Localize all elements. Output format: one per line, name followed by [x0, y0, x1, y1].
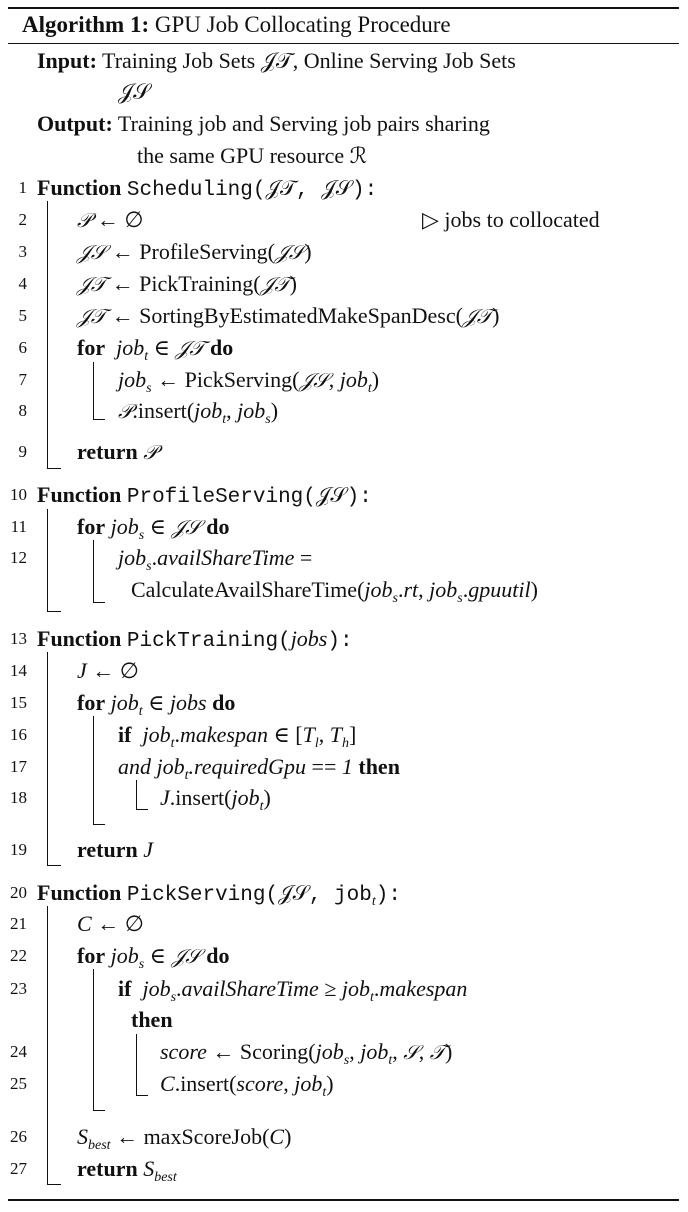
call-name: ProfileServing	[139, 239, 268, 264]
block-bar	[47, 652, 48, 866]
function-profile-serving: Function ProfileServing(𝒥𝒮):	[37, 482, 372, 509]
line-number: 25	[10, 1074, 27, 1093]
output-line	[37, 109, 490, 139]
block-end	[136, 809, 148, 810]
input-text-2: 𝒥𝒮	[118, 79, 151, 104]
code-line: if job$_t$.makespan ∈ [$T_l$, $T_h$]	[118, 722, 357, 751]
line-number: 15	[10, 693, 27, 712]
line-number: 24	[10, 1042, 27, 1061]
code-line: CalculateAvailShareTime(job$_s$.rt, job$_s$.gpuutil)	[131, 577, 538, 606]
code-line: 𝒫 ← ∅	[77, 207, 144, 232]
block-bar	[93, 969, 94, 1111]
code-line: then	[131, 1007, 173, 1032]
block-bar	[47, 906, 48, 1185]
code-line: J ← ∅	[77, 658, 139, 683]
input-line-2	[118, 77, 150, 107]
line-number: 6	[18, 338, 27, 357]
line-number: 10	[10, 485, 27, 504]
line-number: 14	[10, 661, 27, 680]
algorithm-label: Algorithm 1:	[22, 12, 150, 37]
block-end	[47, 865, 61, 866]
block-end	[47, 468, 61, 469]
comment: ▷ jobs to collocated	[422, 207, 600, 232]
block-end	[93, 602, 105, 603]
line-number: 21	[10, 914, 27, 933]
block-end	[47, 611, 61, 612]
line-number: 5	[18, 306, 27, 325]
call-name: PickTraining	[139, 271, 254, 296]
input-text: Training Job Sets 𝒥𝒯, Online Serving Job Sets	[102, 48, 516, 73]
line-number: 7	[18, 370, 27, 389]
block-bar	[93, 362, 94, 420]
line-number: 8	[18, 401, 27, 420]
line-number: 9	[18, 442, 27, 461]
code-line: and job$_t$.requiredGpu == 1 then	[118, 754, 400, 783]
output-text: Training job and Serving job pairs sharing	[117, 111, 490, 136]
code-line: job$_s$.availShareTime =	[118, 545, 313, 574]
code-line: job$_s$ ← PickServing(𝒥𝒮, job$_t$)	[118, 367, 380, 396]
call-name: SortingByEstimatedMakeSpanDesc	[139, 303, 456, 328]
bottom-rule	[8, 1199, 679, 1201]
block-bar	[93, 540, 94, 603]
output-text-2: the same GPU resource ℛ	[137, 143, 368, 168]
input-line	[37, 46, 516, 76]
block-end	[93, 824, 105, 825]
code-line: if job$_s$.availShareTime ≥ job$_t$.makespan	[118, 976, 468, 1005]
line-number: 22	[10, 946, 27, 965]
line-number: 26	[10, 1127, 27, 1146]
output-label: Output:	[37, 111, 113, 136]
line-number: 4	[18, 274, 27, 293]
line-number: 18	[10, 788, 27, 807]
algorithm-title	[22, 9, 451, 41]
block-end	[47, 1184, 61, 1185]
line-number: 20	[10, 883, 27, 902]
block-bar	[93, 716, 94, 825]
block-end	[136, 1095, 148, 1096]
code-line: return J	[77, 837, 153, 862]
line-number: 11	[10, 517, 27, 536]
block-end	[93, 419, 105, 420]
line-number: 19	[10, 840, 27, 859]
code-line: C.insert(score, job$_t$)	[160, 1071, 334, 1100]
line-number: 1	[18, 178, 27, 197]
line-number: 2	[18, 210, 27, 229]
code-line: for job$_t$ ∈ jobs do	[77, 690, 236, 719]
function-pick-serving: Function PickServing(𝒥𝒮, job$_t$):	[37, 880, 401, 909]
code-line: return 𝒫	[77, 439, 158, 464]
code-line: $S_{best}$ ← maxScoreJob(C)	[77, 1124, 292, 1153]
code-line: return $S_{best}$	[77, 1156, 177, 1185]
line-number: 17	[10, 757, 27, 776]
block-bar	[47, 201, 48, 469]
function-pick-training: Function PickTraining(jobs):	[37, 626, 353, 653]
function-scheduling	[37, 173, 377, 203]
line-number: 23	[10, 979, 27, 998]
code-line: for job$_s$ ∈ 𝒥𝒮 do	[77, 943, 230, 972]
algorithm-name: GPU Job Collocating Procedure	[154, 12, 451, 37]
line-number: 16	[10, 725, 27, 744]
code-line: for job$_s$ ∈ 𝒥𝒮 do	[77, 514, 230, 543]
code-line: 𝒥𝒯 ← SortingByEstimatedMakeSpanDesc(𝒥𝒯)	[77, 303, 500, 328]
input-label: Input:	[37, 48, 97, 73]
line-number: 3	[18, 242, 27, 261]
output-line-2	[137, 141, 367, 171]
block-bar	[136, 1034, 137, 1096]
function-signature: Scheduling(𝒥𝒯, 𝒥𝒮):	[126, 179, 378, 202]
block-bar	[47, 509, 48, 612]
code-line: for job$_t$ ∈ 𝒥𝒯 do	[77, 335, 234, 364]
code-line: score ← Scoring(job$_s$, job$_t$, 𝒮, 𝒯)	[160, 1039, 453, 1068]
code-line: J.insert(job$_t$)	[160, 785, 271, 814]
block-bar	[136, 780, 137, 810]
code-line: 𝒥𝒯 ← PickTraining(𝒥𝒯)	[77, 271, 297, 296]
function-keyword: Function	[37, 175, 122, 200]
code-line: 𝒫.insert(job$_t$, job$_s$)	[118, 398, 279, 427]
code-line: C ← ∅	[77, 911, 144, 936]
line-number: 13	[10, 629, 27, 648]
line-number: 27	[10, 1159, 27, 1178]
line-number: 12	[10, 548, 27, 567]
block-end	[93, 1110, 105, 1111]
title-rule	[8, 43, 679, 44]
code-line: 𝒥𝒮 ← ProfileServing(𝒥𝒮)	[77, 239, 312, 264]
